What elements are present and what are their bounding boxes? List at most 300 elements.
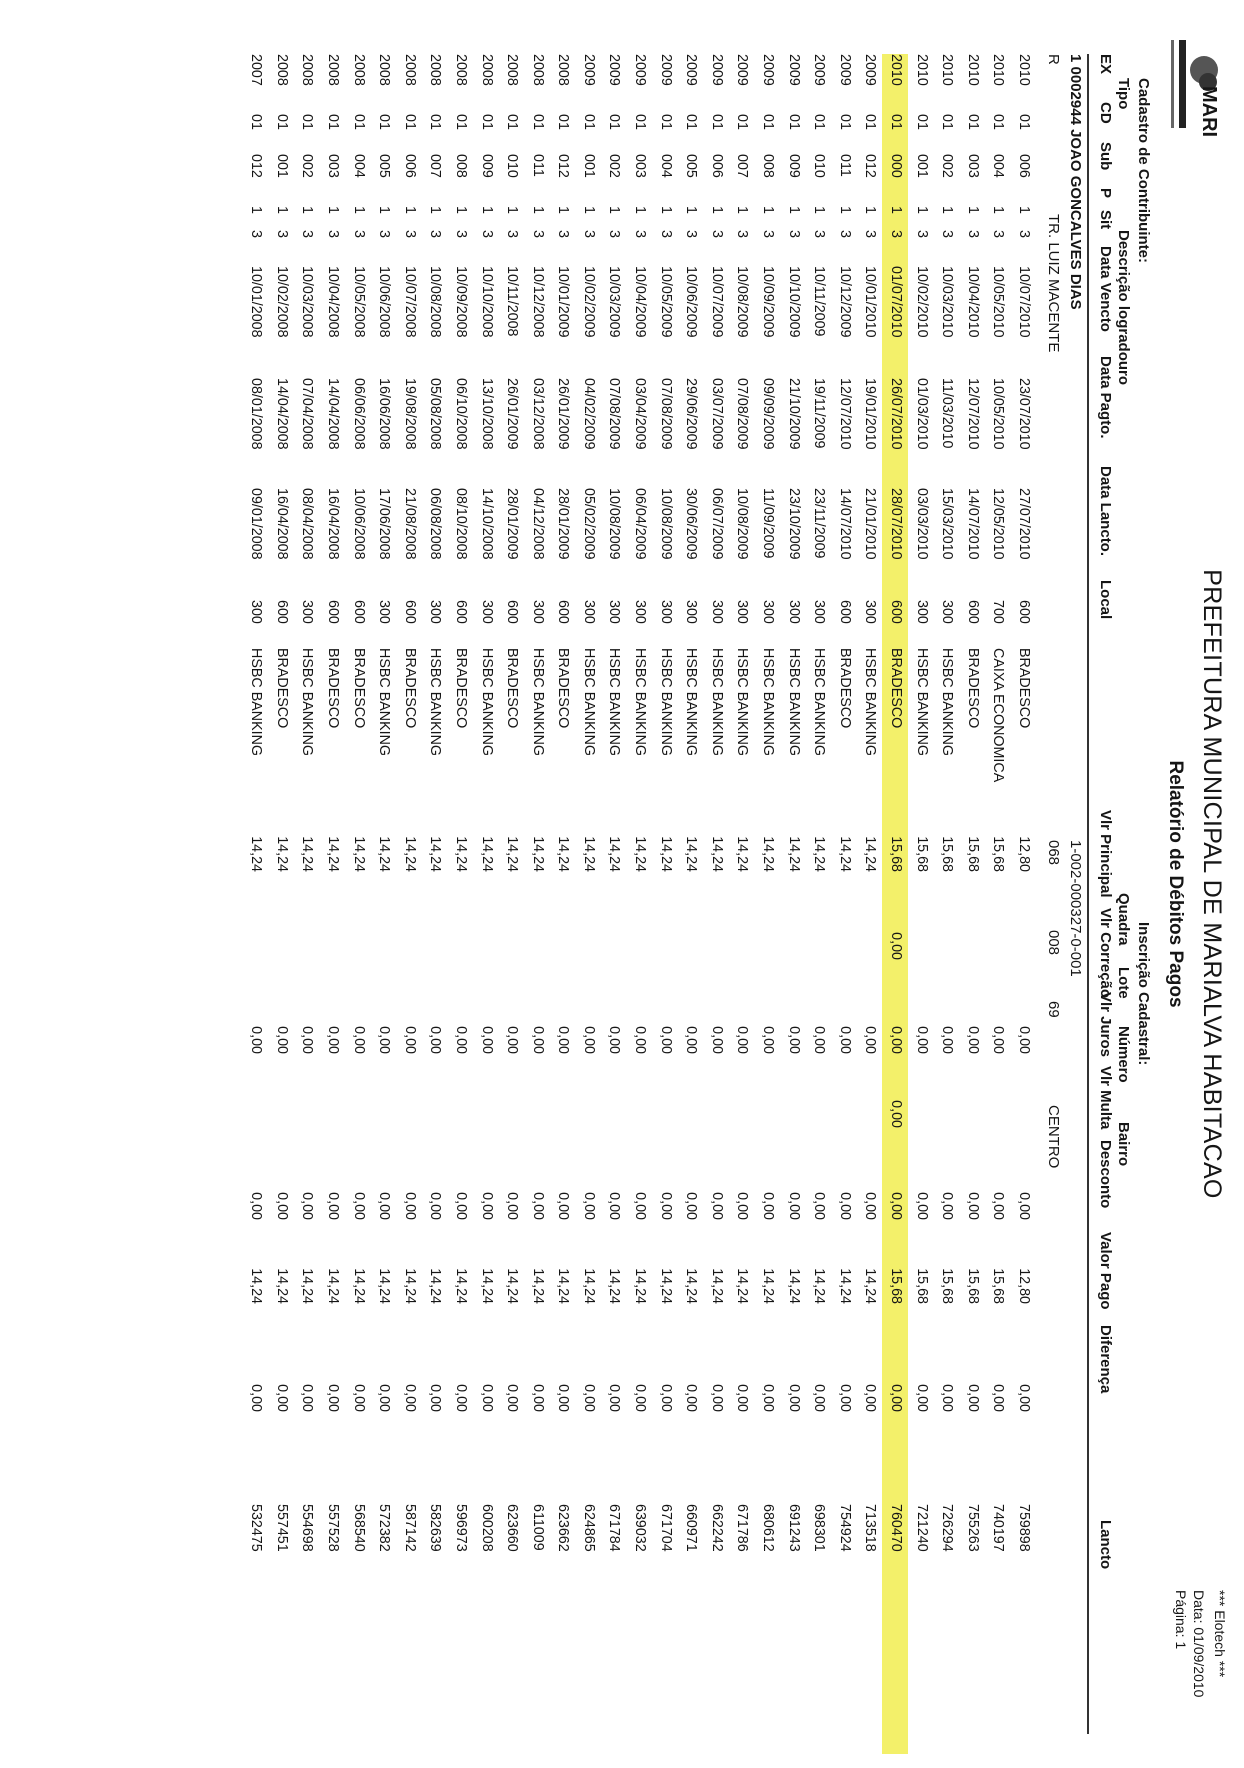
cell-sit: 3: [350, 230, 367, 238]
cell-lancto: 671704: [657, 1504, 674, 1552]
cell-sit: 3: [657, 230, 674, 238]
cell-princ: 14,24: [401, 836, 418, 872]
cell-pago: 15,68: [964, 1268, 981, 1304]
cell-desc: 0,00: [299, 1192, 316, 1220]
bairro-value: CENTRO: [1045, 1105, 1062, 1169]
cell-sit: 3: [580, 230, 597, 238]
cell-lanc: 21/08/2008: [401, 488, 418, 560]
cell-lancto: 623660: [504, 1504, 521, 1552]
table-row: [857, 54, 883, 1754]
cell-desc: 0,00: [734, 1192, 751, 1220]
numero-label: Número: [1115, 1026, 1132, 1083]
cell-banco: HSBC BANKING: [299, 648, 316, 757]
cell-cd: 01: [1016, 114, 1032, 130]
cell-pago: 14,24: [401, 1268, 418, 1304]
cell-banco: BRADESCO: [964, 648, 981, 729]
table-row: [294, 54, 320, 1754]
cell-loc: 600: [836, 600, 853, 624]
cell-venc: 10/04/2010: [964, 266, 981, 338]
cell-sub: 008: [452, 154, 469, 178]
table-row: [473, 54, 499, 1754]
cell-p: 1: [376, 206, 393, 214]
table-row: [908, 54, 934, 1754]
cell-sub: 006: [401, 154, 418, 178]
table-row: [831, 54, 857, 1754]
cell-cd: 01: [836, 114, 853, 130]
page-value: 1: [1173, 1641, 1189, 1650]
cell-princ: 14,24: [478, 836, 495, 872]
cell-pag: 07/08/2009: [734, 378, 751, 450]
cell-cd: 01: [299, 114, 316, 130]
cell-pago: 14,24: [350, 1268, 367, 1304]
cell-lancto: 532475: [248, 1504, 265, 1552]
cell-lancto: 671784: [606, 1504, 623, 1552]
cell-desc: 0,00: [632, 1192, 649, 1220]
cell-ex: 2009: [657, 54, 674, 86]
cell-princ: 14,24: [452, 836, 469, 872]
cell-lanc: 16/04/2008: [273, 488, 290, 560]
cell-pago: 14,24: [657, 1268, 674, 1304]
column-header: Valor Pago: [1097, 1232, 1114, 1310]
cell-pag: 07/04/2008: [299, 378, 316, 450]
cell-loc: 700: [990, 600, 1007, 624]
cell-dif: 0,00: [324, 1384, 341, 1412]
cell-venc: 10/08/2008: [427, 266, 444, 338]
column-header: Data Lancto.: [1097, 466, 1114, 557]
cell-loc: 300: [811, 600, 828, 624]
cell-p: 1: [888, 206, 905, 214]
cell-desc: 0,00: [760, 1192, 777, 1220]
cell-cd: 01: [990, 114, 1007, 130]
cell-sub: 002: [299, 154, 316, 178]
table-row: [499, 54, 525, 1754]
cell-sub: 007: [734, 154, 751, 178]
cell-lanc: 06/08/2008: [427, 488, 444, 560]
cell-dif: 0,00: [785, 1384, 802, 1412]
cell-venc: 10/12/2008: [529, 266, 546, 338]
cell-pag: 06/06/2008: [350, 378, 367, 450]
cell-pag: 06/10/2008: [452, 378, 469, 450]
cell-juros: 0,00: [632, 1026, 649, 1054]
cell-cd: 01: [273, 114, 290, 130]
cell-sit: 3: [913, 230, 930, 238]
cell-banco: HSBC BANKING: [376, 648, 393, 757]
cell-p: 1: [504, 206, 521, 214]
cell-pag: 05/08/2008: [427, 378, 444, 450]
cell-desc: 0,00: [708, 1192, 725, 1220]
cell-pag: 14/04/2008: [273, 378, 290, 450]
cell-venc: 10/02/2008: [273, 266, 290, 338]
cell-ex: 2009: [862, 54, 879, 86]
report-title: PREFEITURA MUNICIPAL DE MARIALVA HABITACAO: [1198, 569, 1226, 1199]
cell-pago: 14,24: [785, 1268, 802, 1304]
cell-banco: HSBC BANKING: [478, 648, 495, 757]
cell-loc: 600: [888, 600, 905, 624]
cell-dif: 0,00: [939, 1384, 956, 1412]
column-header: Lancto: [1097, 1520, 1114, 1570]
cell-lanc: 12/05/2010: [990, 488, 1007, 560]
cell-p: 1: [452, 206, 469, 214]
cell-desc: 0,00: [324, 1192, 341, 1220]
quadra-value: 068: [1045, 840, 1062, 866]
cell-juros: 0,00: [888, 1026, 905, 1054]
cell-banco: HSBC BANKING: [939, 648, 956, 757]
cell-corr: 0,00: [888, 932, 905, 960]
cell-desc: 0,00: [452, 1192, 469, 1220]
cell-loc: 300: [939, 600, 956, 624]
cell-pago: 15,68: [990, 1268, 1007, 1304]
cell-lancto: 624865: [580, 1504, 597, 1552]
column-header: Diferença: [1097, 1325, 1114, 1394]
cell-sit: 3: [683, 230, 700, 238]
cell-dif: 0,00: [811, 1384, 828, 1412]
cell-loc: 300: [299, 600, 316, 624]
report-meta: [1172, 1590, 1208, 1697]
cell-p: 1: [478, 206, 495, 214]
cell-ex: 2009: [836, 54, 853, 86]
cell-juros: 0,00: [606, 1026, 623, 1054]
cell-princ: 14,24: [504, 836, 521, 872]
table-row: [524, 54, 550, 1754]
cell-princ: 14,24: [760, 836, 777, 872]
cell-pago: 15,68: [913, 1268, 930, 1304]
cell-lancto: 726294: [939, 1504, 956, 1552]
cell-lanc: 28/01/2009: [504, 488, 521, 560]
cell-dif: 0,00: [273, 1384, 290, 1412]
cell-pago: 14,24: [555, 1268, 572, 1304]
cell-ex: 2009: [580, 54, 597, 86]
cell-p: 1: [427, 206, 444, 214]
cell-banco: BRADESCO: [504, 648, 521, 729]
cell-ex: 2010: [990, 54, 1007, 86]
cell-p: 1: [324, 206, 341, 214]
cell-dif: 0,00: [555, 1384, 572, 1412]
cell-lancto: 660971: [683, 1504, 700, 1552]
cell-sit: 3: [964, 230, 981, 238]
cell-pag: 16/06/2008: [376, 378, 393, 450]
lote-value: 008: [1045, 930, 1062, 956]
cell-loc: 600: [452, 600, 469, 624]
cell-lancto: 639032: [632, 1504, 649, 1552]
cell-sit: 3: [836, 230, 853, 238]
cell-cd: 01: [555, 114, 572, 130]
cell-princ: 15,68: [964, 836, 981, 872]
cell-sit: 3: [760, 230, 777, 238]
cell-dif: 0,00: [478, 1384, 495, 1412]
cell-pago: 14,24: [734, 1268, 751, 1304]
cell-pag: 19/01/2010: [862, 378, 879, 450]
table-row: [703, 54, 729, 1754]
cell-sub: 006: [1016, 154, 1032, 178]
table-row: [882, 54, 908, 1754]
cell-desc: 0,00: [427, 1192, 444, 1220]
cell-desc: 0,00: [248, 1192, 265, 1220]
cell-juros: 0,00: [760, 1026, 777, 1054]
cell-p: 1: [555, 206, 572, 214]
cell-lanc: 10/08/2009: [734, 488, 751, 560]
cell-loc: 600: [555, 600, 572, 624]
numero-value: 69: [1045, 1001, 1062, 1018]
cell-lanc: 10/08/2009: [657, 488, 674, 560]
cell-venc: 10/03/2010: [939, 266, 956, 338]
cell-lanc: 06/04/2009: [632, 488, 649, 560]
cell-juros: 0,00: [529, 1026, 546, 1054]
cell-lancto: 587142: [401, 1504, 418, 1552]
cell-sub: 010: [504, 154, 521, 178]
cell-cd: 01: [657, 114, 674, 130]
cell-cd: 01: [708, 114, 725, 130]
cell-desc: 0,00: [529, 1192, 546, 1220]
cell-venc: 10/04/2008: [324, 266, 341, 338]
cell-pago: 14,24: [683, 1268, 700, 1304]
cell-princ: 15,68: [939, 836, 956, 872]
cell-sit: 3: [401, 230, 418, 238]
cell-p: 1: [734, 206, 751, 214]
cell-loc: 600: [324, 600, 341, 624]
cell-banco: HSBC BANKING: [913, 648, 930, 757]
cell-lancto: 568540: [350, 1504, 367, 1552]
cell-desc: 0,00: [401, 1192, 418, 1220]
cell-p: 1: [273, 206, 290, 214]
cell-ex: 2010: [913, 54, 930, 86]
cell-desc: 0,00: [862, 1192, 879, 1220]
cell-desc: 0,00: [888, 1192, 905, 1220]
cell-pago: 14,24: [836, 1268, 853, 1304]
cell-banco: HSBC BANKING: [632, 648, 649, 757]
cell-princ: 14,24: [862, 836, 879, 872]
cell-sub: 004: [657, 154, 674, 178]
cell-loc: 600: [273, 600, 290, 624]
date-value: 01/09/2010: [1191, 1627, 1207, 1698]
cell-sub: 002: [606, 154, 623, 178]
cell-p: 1: [990, 206, 1007, 214]
table-row: [345, 54, 371, 1754]
cell-juros: 0,00: [324, 1026, 341, 1054]
cell-multa: 0,00: [888, 1100, 905, 1128]
cell-princ: 14,24: [785, 836, 802, 872]
table-row: [422, 54, 448, 1754]
cell-dif: 0,00: [299, 1384, 316, 1412]
cell-banco: BRADESCO: [273, 648, 290, 729]
cell-banco: BRADESCO: [401, 648, 418, 729]
cell-pago: 14,24: [708, 1268, 725, 1304]
cell-pag: 08/01/2008: [248, 378, 265, 450]
table-row: [268, 54, 294, 1754]
cell-pago: 14,24: [760, 1268, 777, 1304]
cell-lanc: 15/03/2010: [939, 488, 956, 560]
cell-pag: 13/10/2008: [478, 378, 495, 450]
cell-lanc: 14/07/2010: [836, 488, 853, 560]
cell-sub: 008: [760, 154, 777, 178]
cell-venc: 10/05/2010: [990, 266, 1007, 338]
cell-pag: 03/12/2008: [529, 378, 546, 450]
cell-juros: 0,00: [964, 1026, 981, 1054]
cell-juros: 0,00: [913, 1026, 930, 1054]
cell-cd: 01: [478, 114, 495, 130]
cell-lanc: 28/07/2010: [888, 488, 905, 560]
cell-desc: 0,00: [811, 1192, 828, 1220]
cell-banco: HSBC BANKING: [734, 648, 751, 757]
cell-juros: 0,00: [836, 1026, 853, 1054]
cell-venc: 10/03/2008: [299, 266, 316, 338]
table-row: [806, 54, 832, 1754]
cell-dif: 0,00: [401, 1384, 418, 1412]
cell-dif: 0,00: [248, 1384, 265, 1412]
cell-pag: 29/06/2009: [683, 378, 700, 450]
cell-lancto: 680612: [760, 1504, 777, 1552]
cell-lancto: 698301: [811, 1504, 828, 1552]
cell-cd: 01: [504, 114, 521, 130]
cell-sit: 3: [1016, 230, 1032, 238]
cell-cd: 01: [785, 114, 802, 130]
cell-banco: HSBC BANKING: [785, 648, 802, 757]
cell-cd: 01: [529, 114, 546, 130]
cell-desc: 0,00: [990, 1192, 1007, 1220]
cell-venc: 10/05/2009: [657, 266, 674, 338]
cell-loc: 300: [657, 600, 674, 624]
cell-cd: 01: [248, 114, 265, 130]
table-row: [934, 54, 960, 1754]
cell-ex: 2010: [1016, 54, 1032, 86]
cell-sub: 001: [913, 154, 930, 178]
table-row: [319, 54, 345, 1754]
table-row: [780, 54, 806, 1754]
cell-desc: 0,00: [580, 1192, 597, 1220]
cell-sit: 3: [939, 230, 956, 238]
cell-pag: 23/07/2010: [1016, 378, 1032, 450]
cell-pago: 14,24: [427, 1268, 444, 1304]
cell-banco: BRADESCO: [836, 648, 853, 729]
table-row: [985, 54, 1011, 1754]
cell-p: 1: [939, 206, 956, 214]
cell-venc: 10/06/2008: [376, 266, 393, 338]
cell-sit: 3: [427, 230, 444, 238]
cell-loc: 300: [708, 600, 725, 624]
cell-ex: 2010: [939, 54, 956, 86]
cell-lancto: 572382: [376, 1504, 393, 1552]
cell-lanc: 08/04/2008: [299, 488, 316, 560]
cell-princ: 14,24: [427, 836, 444, 872]
cell-sit: 3: [555, 230, 572, 238]
cell-ex: 2008: [273, 54, 290, 86]
cell-p: 1: [350, 206, 367, 214]
cell-juros: 0,00: [248, 1026, 265, 1054]
cell-cd: 01: [606, 114, 623, 130]
table-row: [575, 54, 601, 1754]
cell-dif: 0,00: [913, 1384, 930, 1412]
cell-juros: 0,00: [427, 1026, 444, 1054]
cell-sit: 3: [990, 230, 1007, 238]
cell-juros: 0,00: [708, 1026, 725, 1054]
table-row: [371, 54, 397, 1754]
cell-banco: HSBC BANKING: [606, 648, 623, 757]
cell-banco: CAIXA ECONOMICA: [990, 648, 1007, 783]
cell-loc: 600: [350, 600, 367, 624]
cell-lanc: 08/10/2008: [452, 488, 469, 560]
cell-p: 1: [708, 206, 725, 214]
cell-desc: 0,00: [964, 1192, 981, 1220]
cell-p: 1: [401, 206, 418, 214]
cell-pago: 14,24: [529, 1268, 546, 1304]
cell-dif: 0,00: [734, 1384, 751, 1412]
cell-loc: 300: [529, 600, 546, 624]
cell-p: 1: [299, 206, 316, 214]
cell-sit: 3: [478, 230, 495, 238]
cell-lancto: 596973: [452, 1504, 469, 1552]
cell-lancto: 600208: [478, 1504, 495, 1552]
cell-sit: 3: [273, 230, 290, 238]
payments-table: [243, 54, 1036, 1754]
cell-p: 1: [683, 206, 700, 214]
cell-desc: 0,00: [504, 1192, 521, 1220]
cell-princ: 14,24: [350, 836, 367, 872]
cell-pag: 03/07/2009: [708, 378, 725, 450]
cell-ex: 2008: [324, 54, 341, 86]
cell-banco: HSBC BANKING: [580, 648, 597, 757]
cell-ex: 2008: [427, 54, 444, 86]
cell-sub: 011: [529, 154, 546, 177]
cell-lanc: 27/07/2010: [1016, 488, 1032, 560]
cell-sub: 004: [350, 154, 367, 178]
cell-ex: 2008: [299, 54, 316, 86]
cell-sit: 3: [888, 230, 905, 238]
cell-venc: 10/05/2008: [350, 266, 367, 338]
column-header: CD: [1097, 102, 1114, 124]
cell-ex: 2009: [760, 54, 777, 86]
cell-sit: 3: [862, 230, 879, 238]
cell-lancto: 611009: [529, 1504, 546, 1551]
cell-ex: 2008: [478, 54, 495, 86]
cell-pag: 07/08/2009: [606, 378, 623, 450]
cell-pag: 10/05/2010: [990, 378, 1007, 450]
cell-banco: HSBC BANKING: [811, 648, 828, 757]
logo-text: MARI: [1198, 86, 1220, 138]
column-header: Local: [1097, 580, 1114, 620]
cell-loc: 300: [862, 600, 879, 624]
cell-ex: 2010: [888, 54, 905, 86]
cell-sub: 003: [324, 154, 341, 178]
cell-sub: 003: [964, 154, 981, 178]
cell-dif: 0,00: [580, 1384, 597, 1412]
cell-sit: 3: [632, 230, 649, 238]
cell-cd: 01: [683, 114, 700, 130]
cell-ex: 2008: [555, 54, 572, 86]
cell-desc: 0,00: [913, 1192, 930, 1220]
cell-loc: 300: [376, 600, 393, 624]
cell-ex: 2009: [708, 54, 725, 86]
cell-desc: 0,00: [350, 1192, 367, 1220]
cell-pago: 15,68: [888, 1268, 905, 1304]
cell-pag: 26/01/2009: [555, 378, 572, 450]
cell-ex: 2008: [401, 54, 418, 86]
contributor-line: 1 0002944 JOAO GONCALVES DIAS: [1067, 54, 1084, 310]
cell-cd: 01: [452, 114, 469, 130]
cell-pag: 03/04/2009: [632, 378, 649, 450]
column-header: Vlr Correção: [1097, 908, 1114, 999]
cell-pag: 09/09/2009: [760, 378, 777, 450]
cell-lanc: 28/01/2009: [555, 488, 572, 560]
cell-juros: 0,00: [657, 1026, 674, 1054]
column-header: Data Vencto: [1097, 246, 1114, 332]
cell-venc: 10/07/2009: [708, 266, 725, 338]
cell-sub: 010: [811, 154, 828, 178]
cell-princ: 14,24: [708, 836, 725, 872]
column-header: Sub: [1097, 142, 1114, 171]
table-row: [447, 54, 473, 1754]
cell-loc: 300: [632, 600, 649, 624]
cell-banco: HSBC BANKING: [760, 648, 777, 757]
cell-venc: 10/07/2008: [401, 266, 418, 338]
